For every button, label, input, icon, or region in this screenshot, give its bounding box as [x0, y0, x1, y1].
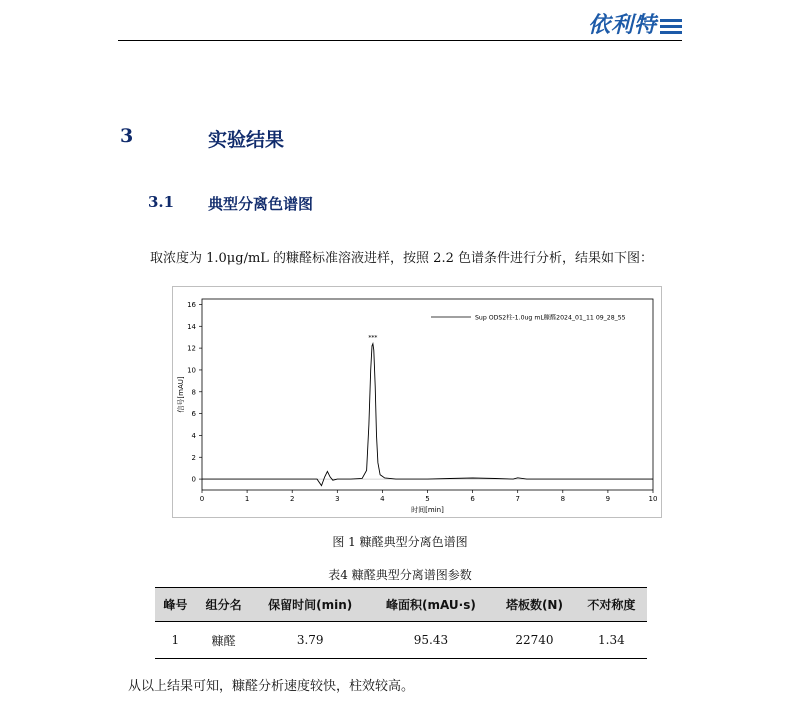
table-header-row	[155, 588, 647, 622]
subsection-title: 典型分离色谱图	[208, 195, 314, 213]
x-tick-label: 8	[560, 495, 566, 503]
x-tick-label: 3	[335, 495, 340, 503]
table-cell: 1.34	[576, 622, 647, 659]
table-row	[155, 622, 647, 659]
table-header-cell: 组分名	[196, 588, 252, 622]
params-table	[155, 587, 647, 659]
section-title: 实验结果	[208, 129, 285, 151]
section-number: 3	[120, 125, 134, 147]
legend-label: Sup ODS2柱-1.0ug mL糠醛2024_01_11 09_28_55	[475, 314, 626, 322]
table-header-cell: 塔板数(N)	[493, 588, 576, 622]
intro-paragraph: 取浓度为 1.0μg/mL 的糠醛标准溶液进样，按照 2.2 色谱条件进行分析，结果如下图：	[150, 251, 653, 266]
x-tick-label: 10	[648, 495, 658, 503]
chromatogram-chart	[173, 287, 661, 517]
x-tick-label: 1	[244, 495, 250, 503]
x-tick-label: 9	[605, 495, 611, 503]
logo-bars-icon	[660, 17, 682, 35]
y-tick-label: 4	[191, 431, 196, 440]
table-header-cell: 不对称度	[576, 588, 647, 622]
y-tick-label: 2	[191, 453, 196, 462]
table-header-cell: 保留时间(min)	[252, 588, 369, 622]
y-tick-label: 16	[187, 300, 196, 309]
table-body	[155, 622, 647, 659]
conclusion-paragraph: 从以上结果可知，糠醛分析速度较快，柱效较高。	[128, 679, 415, 694]
y-tick-label: 6	[191, 410, 196, 419]
x-tick-label: 4	[380, 495, 385, 503]
x-axis-label: 时间[min]	[411, 506, 444, 514]
series-line	[202, 344, 653, 486]
peak-label: ***	[368, 334, 378, 342]
y-axis-label: 信号[mAU]	[177, 376, 185, 413]
x-tick-label: 0	[199, 495, 205, 503]
x-tick-label: 7	[515, 495, 520, 503]
x-tick-label: 5	[425, 495, 430, 503]
plot-area	[202, 299, 653, 490]
y-tick-label: 0	[191, 475, 196, 484]
x-tick-label: 6	[470, 495, 475, 503]
table-caption: 表4 糠醛典型分离谱图参数	[328, 568, 472, 582]
table-header-cell: 峰号	[155, 588, 196, 622]
table-cell: 3.79	[252, 622, 369, 659]
figure-caption: 图 1 糠醛典型分离色谱图	[332, 535, 468, 549]
table-header-cell: 峰面积(mAU·s)	[369, 588, 493, 622]
brand-logo	[588, 8, 682, 39]
table-cell: 糠醛	[196, 622, 252, 659]
chromatogram-frame	[172, 286, 662, 518]
header-rule	[118, 40, 682, 41]
table-cell: 95.43	[369, 622, 493, 659]
y-tick-label: 12	[187, 344, 196, 353]
y-tick-label: 14	[187, 322, 196, 331]
x-tick-label: 2	[289, 495, 295, 503]
y-tick-label: 10	[187, 366, 196, 375]
logo-text: 依利特	[587, 13, 657, 38]
table-cell: 1	[155, 622, 196, 659]
y-tick-label: 8	[191, 388, 196, 397]
table-cell: 22740	[493, 622, 576, 659]
subsection-number: 3.1	[148, 193, 175, 211]
